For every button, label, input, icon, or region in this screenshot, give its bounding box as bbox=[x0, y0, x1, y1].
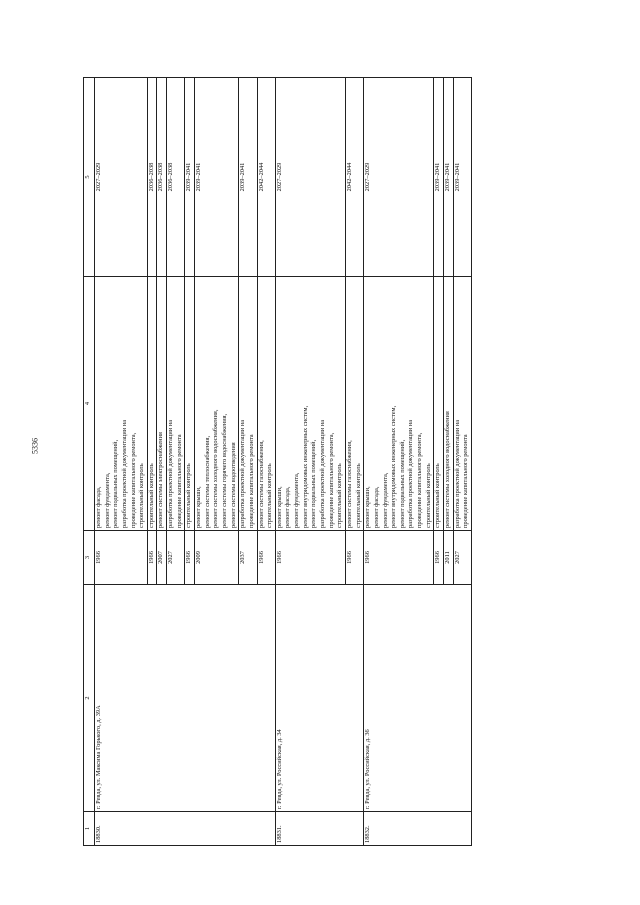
work-item: ремонт системы холодного водоснабжения, bbox=[212, 409, 220, 528]
work-item: проведение капитального ремонта bbox=[247, 434, 255, 528]
work-item: проведение капитального ремонта, bbox=[416, 432, 424, 528]
work-item: ремонт фундамента, bbox=[103, 472, 111, 528]
work-item: проведение капитального ремонта, bbox=[129, 432, 137, 528]
work-item: ремонт подвальных помещений, bbox=[112, 439, 120, 528]
work-item: разработка проектной документации на bbox=[319, 419, 327, 528]
building-address: г. Ревда, ул. Российская, д. 34 bbox=[275, 585, 363, 812]
work-types bbox=[275, 277, 345, 531]
work-item: ремонт фундамента, bbox=[381, 472, 389, 528]
table-row bbox=[275, 78, 345, 846]
work-types bbox=[443, 277, 453, 531]
work-item: ремонт системы холодного водоснабжения bbox=[443, 411, 451, 528]
work-item: ремонт фасада, bbox=[372, 486, 380, 528]
commission-year: 1966 bbox=[147, 531, 157, 585]
work-types bbox=[147, 277, 157, 531]
col-header-3: 3 bbox=[84, 531, 95, 585]
work-item: строительный контроль bbox=[266, 463, 274, 528]
work-item: ремонт фундамента, bbox=[293, 472, 301, 528]
planned-period: 2039–2041 bbox=[453, 78, 471, 277]
work-types bbox=[364, 277, 434, 531]
commission-year: 1966 bbox=[95, 531, 148, 585]
planned-period: 2039–2041 bbox=[185, 78, 195, 277]
commission-year: 1966 bbox=[185, 531, 195, 585]
work-item: ремонт системы горячего водоснабжения, bbox=[220, 413, 228, 528]
work-item: строительный контроль bbox=[138, 463, 146, 528]
work-types bbox=[157, 277, 167, 531]
work-item: ремонт крыши, bbox=[364, 486, 372, 528]
planned-period: 2027–2029 bbox=[364, 78, 434, 277]
work-item: проведение капитального ремонта, bbox=[327, 432, 335, 528]
planned-period: 2042–2044 bbox=[257, 78, 275, 277]
work-item: разработка проектной документации на bbox=[239, 419, 247, 528]
commission-year: 1966 bbox=[345, 531, 363, 585]
table-row bbox=[364, 78, 434, 846]
col-header-2: 2 bbox=[84, 585, 95, 812]
commission-year: 2007 bbox=[157, 531, 167, 585]
work-item: ремонт крыши, bbox=[275, 486, 283, 528]
row-number: 18832. bbox=[364, 812, 472, 846]
commission-year: 1966 bbox=[434, 531, 444, 585]
work-item: строительный контроль bbox=[434, 463, 442, 528]
planned-period: 2036–2038 bbox=[167, 78, 185, 277]
planned-period: 2039–2041 bbox=[195, 78, 239, 277]
work-item: ремонт системы газоснабжения, bbox=[345, 440, 353, 528]
work-item: разработка проектной документации на bbox=[167, 419, 175, 528]
planned-period: 2039–2041 bbox=[434, 78, 444, 277]
work-types bbox=[345, 277, 363, 531]
building-address: г. Ревда, ул. Максима Горького, д. 39А bbox=[95, 585, 276, 812]
row-number: 18830. bbox=[95, 812, 276, 846]
col-header-1: 1 bbox=[84, 812, 95, 846]
work-types bbox=[239, 277, 257, 531]
table-row bbox=[95, 78, 148, 846]
work-types bbox=[185, 277, 195, 531]
planned-period: 2042–2044 bbox=[345, 78, 363, 277]
work-item: строительный контроль bbox=[185, 463, 193, 528]
work-item: ремонт подвальных помещений, bbox=[310, 439, 318, 528]
work-types bbox=[434, 277, 444, 531]
commission-year: 1966 bbox=[364, 531, 434, 585]
work-item: ремонт системы водоотведения bbox=[229, 442, 237, 528]
work-item: строительный контроль bbox=[424, 463, 432, 528]
work-item: ремонт крыши, bbox=[195, 486, 203, 528]
planned-period: 2027–2029 bbox=[275, 78, 345, 277]
work-types bbox=[195, 277, 239, 531]
work-item: ремонт системы электроснабжения bbox=[157, 432, 165, 528]
work-item: проведение капитального ремонта bbox=[175, 434, 183, 528]
work-types bbox=[167, 277, 185, 531]
work-item: ремонт системы теплоснабжения, bbox=[203, 435, 211, 528]
work-item: ремонт системы газоснабжения, bbox=[257, 440, 265, 528]
col-header-4: 4 bbox=[84, 277, 95, 531]
commission-year: 1966 bbox=[257, 531, 275, 585]
work-types bbox=[95, 277, 148, 531]
planned-period: 2039–2041 bbox=[443, 78, 453, 277]
col-header-5: 5 bbox=[84, 78, 95, 277]
planned-period: 2039–2041 bbox=[239, 78, 257, 277]
building-address: г. Ревда, ул. Российская, д. 36 bbox=[364, 585, 472, 812]
work-item: ремонт фасада, bbox=[95, 486, 102, 528]
work-item: строительный контроль bbox=[336, 463, 344, 528]
work-item: ремонт внутридомовых инженерных систем, bbox=[390, 405, 398, 528]
work-item: строительный контроль bbox=[354, 463, 362, 528]
column-number-row bbox=[84, 78, 95, 846]
commission-year: 2011 bbox=[443, 531, 453, 585]
row-number: 18831. bbox=[275, 812, 363, 846]
commission-year: 1966 bbox=[275, 531, 345, 585]
planned-period: 2036–2038 bbox=[157, 78, 167, 277]
work-types bbox=[257, 277, 275, 531]
work-item: проведение капитального ремонта bbox=[462, 434, 470, 528]
table-body bbox=[95, 78, 472, 846]
commission-year: 2009 bbox=[195, 531, 239, 585]
page-number: 5336 bbox=[30, 438, 40, 454]
work-item: строительный контроль bbox=[147, 463, 155, 528]
work-item: ремонт внутридомовых инженерных систем, bbox=[301, 405, 309, 528]
commission-year: 2027 bbox=[167, 531, 185, 585]
rotated-table-container bbox=[83, 78, 600, 846]
work-item: разработка проектной документации на bbox=[453, 419, 461, 528]
work-item: ремонт фасада, bbox=[284, 486, 292, 528]
capital-repair-table bbox=[83, 77, 472, 846]
planned-period: 2027–2029 bbox=[95, 78, 148, 277]
work-item: разработка проектной документации на bbox=[120, 419, 128, 528]
commission-year: 2037 bbox=[239, 531, 257, 585]
work-item: разработка проектной документации на bbox=[407, 419, 415, 528]
planned-period: 2036–2038 bbox=[147, 78, 157, 277]
work-types bbox=[453, 277, 471, 531]
commission-year: 2027 bbox=[453, 531, 471, 585]
work-item: ремонт подвальных помещений, bbox=[398, 439, 406, 528]
